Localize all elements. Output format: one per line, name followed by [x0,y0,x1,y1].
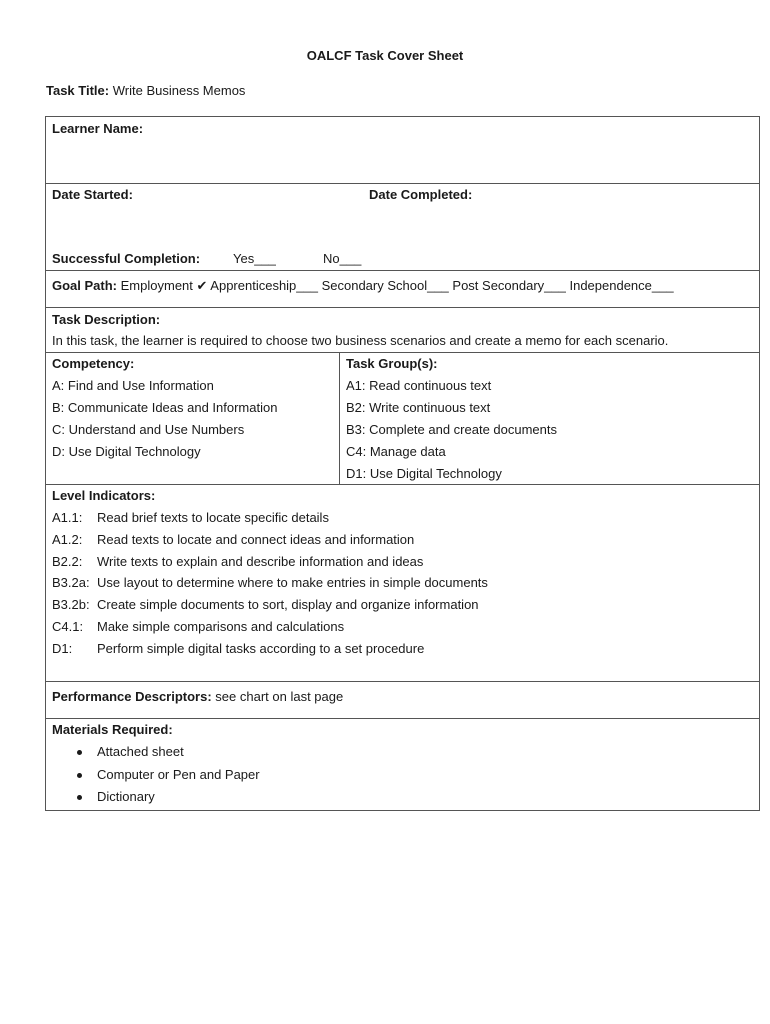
task-title-label: Task Title: [46,83,110,98]
level-indicators-label: Level Indicators: [52,488,156,503]
indicator-code: A1.2: [52,531,83,547]
task-group-item: B2: Write continuous text [346,400,491,415]
task-group-label: Task Group(s): [346,356,438,371]
task-group-item: D1: Use Digital Technology [346,466,502,481]
competency-item: D: Use Digital Technology [52,444,201,459]
indicator-text: Create simple documents to sort, display and organize information [97,597,479,613]
task-group-item: A1: Read continuous text [346,378,492,393]
competency-item: A: Find and Use Information [52,378,214,393]
completion-yes: Yes___ [233,251,276,266]
indicator-code: D1: [52,640,73,656]
learner-name-row [46,117,759,184]
level-indicator [52,507,753,529]
competency-item: C: Understand and Use Numbers [52,422,245,437]
indicator-code: C4.1: [52,618,84,634]
indicator-text: Make simple comparisons and calculations [97,618,345,634]
task-description-label: Task Description: [52,312,161,327]
goal-path-label: Goal Path: [52,278,118,293]
dates-row [46,184,759,271]
task-description-text: In this task, the learner is required to choose two business scenarios and create a memo for each scenario. [52,333,669,348]
list-item: Attached sheet [97,741,753,764]
task-title [46,83,245,98]
indicator-code: B3.2b: [52,597,90,613]
level-indicator [52,594,753,616]
level-indicator [52,529,753,551]
competency-taskgroup-row [46,353,759,485]
indicator-text: Write texts to explain and describe information and ideas [97,553,424,569]
level-indicator [52,638,753,660]
learner-name-label: Learner Name: [52,121,144,136]
task-title-value: Write Business Memos [112,83,246,98]
goal-path-row [46,271,759,308]
date-started-label: Date Started: [52,187,133,202]
indicator-text: Read texts to locate and connect ideas and information [97,531,415,547]
level-indicator [52,616,753,638]
level-indicator [52,572,753,594]
competency-column [46,353,340,484]
competency-label: Competency: [52,356,135,371]
competency-item: B: Communicate Ideas and Information [52,400,278,415]
goal-path-options: Employment ✔ Apprenticeship___ Secondary School___ Post Secondary___ Independence___ [120,278,674,293]
level-indicators-row [46,485,759,682]
task-group-item: C4: Manage data [346,444,446,459]
materials-label: Materials Required: [52,722,173,737]
materials-row [46,719,759,810]
date-completed-label: Date Completed: [369,187,473,202]
indicator-text: Use layout to determine where to make entries in simple documents [97,575,488,591]
indicator-text: Read brief texts to locate specific details [97,510,329,525]
indicator-text: Perform simple digital tasks according to a set procedure [97,640,425,656]
task-group-item: B3: Complete and create documents [346,422,558,437]
indicator-code: B2.2: [52,553,83,569]
indicator-code: B3.2a: [52,575,90,591]
cover-sheet-form [45,116,760,811]
performance-descriptors-row [46,682,759,719]
task-description-row [46,308,759,353]
performance-descriptors-text: see chart on last page [215,689,344,704]
page-title: OALCF Task Cover Sheet [306,48,464,63]
level-indicator [52,551,753,573]
indicator-code: A1.1: [52,510,83,525]
successful-completion-label: Successful Completion: [52,251,201,266]
performance-descriptors-label: Performance Descriptors: [52,689,212,704]
list-item: Dictionary [97,786,753,809]
materials-list [52,741,753,809]
completion-no: No___ [323,251,362,266]
task-group-column [340,353,759,484]
list-item: Computer or Pen and Paper [97,764,753,787]
